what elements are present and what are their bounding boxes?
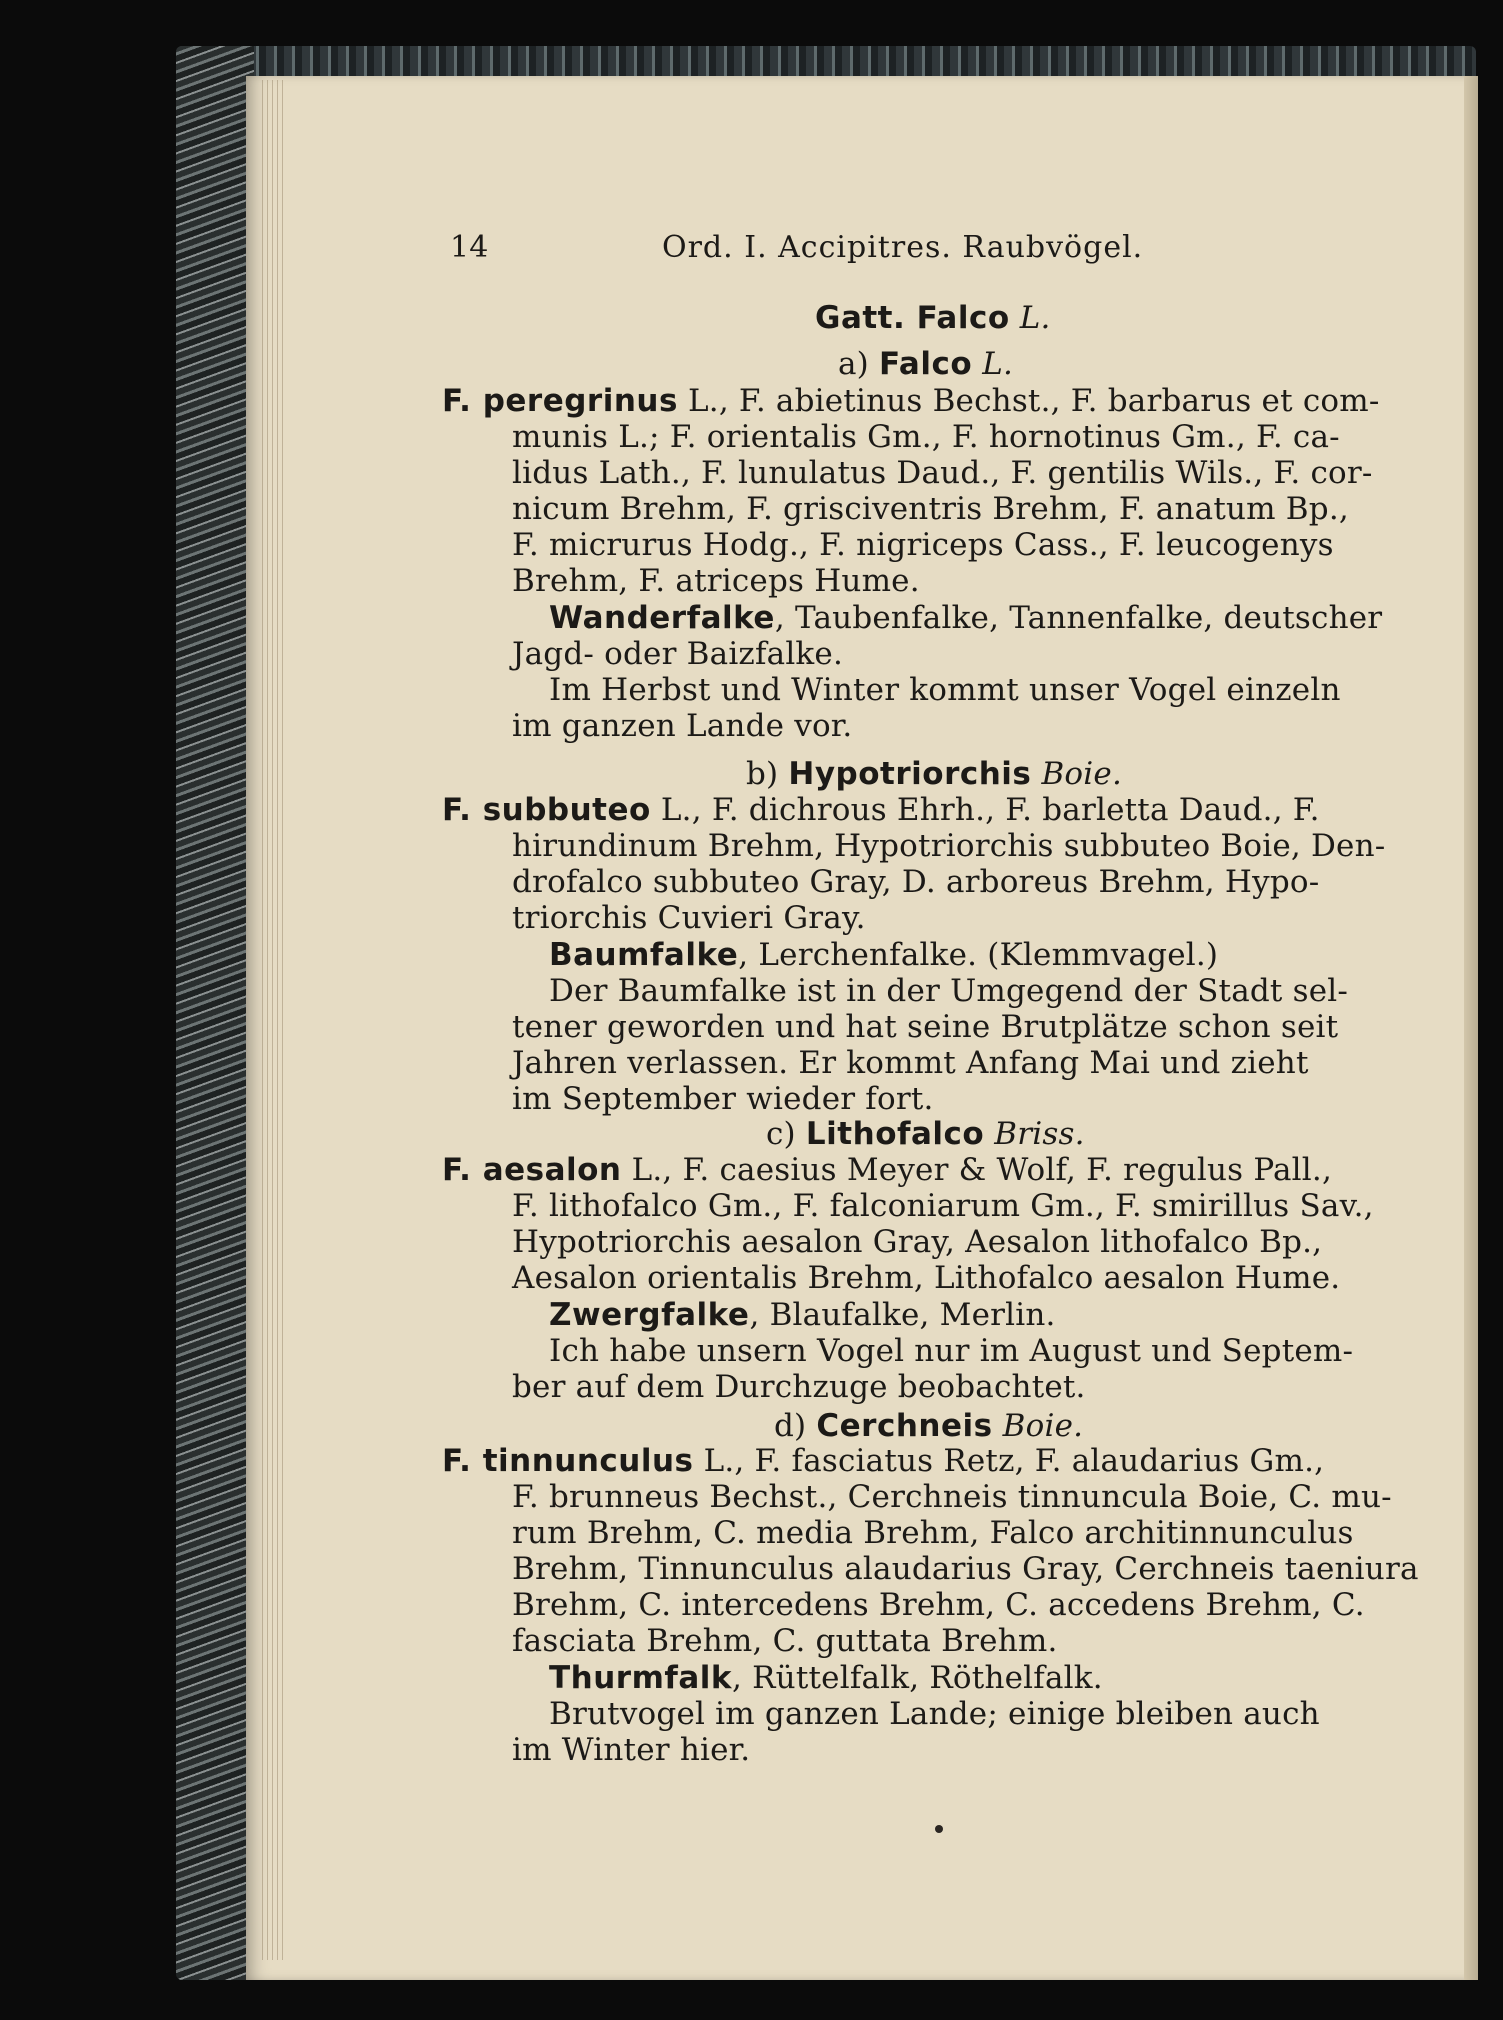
species-entry	[442, 383, 1380, 419]
section-heading	[838, 346, 1013, 382]
section-author: Boie.	[1002, 1408, 1084, 1444]
common-line: , Rüttelfalk, Röthelfalk.	[732, 1660, 1103, 1696]
synonym-line: Brehm, Tinnunculus alaudarius Gray, Cerchneis taeniura	[512, 1551, 1419, 1587]
note-line: tener geworden und hat seine Brutplätze schon seit	[512, 1009, 1339, 1045]
synonym-line: triorchis Cuvieri Gray.	[512, 900, 866, 936]
synonym-line: fasciata Brehm, C. guttata Brehm.	[512, 1623, 1058, 1659]
genus-heading	[815, 300, 1051, 336]
note-line: Brutvogel im ganzen Lande; einige bleiben auch	[549, 1696, 1320, 1732]
synonym-line: L., F. dichrous Ehrh., F. barletta Daud., F.	[660, 792, 1320, 828]
synonym-line: munis L.; F. orientalis Gm., F. hornotinus Gm., F. ca-	[512, 419, 1340, 455]
section-marker: b)	[746, 756, 779, 792]
common-name-line	[549, 1660, 1103, 1696]
section-heading	[766, 1116, 1085, 1152]
section-name: Lithofalco	[805, 1116, 985, 1152]
section-marker: a)	[838, 346, 869, 382]
species-name: F. peregrinus	[442, 383, 678, 419]
common-name: Zwergfalke	[549, 1297, 750, 1333]
section-author: L.	[982, 346, 1014, 382]
synonym-line: rum Brehm, C. media Brehm, Falco architinnunculus	[512, 1515, 1354, 1551]
species-entry	[442, 1443, 1324, 1479]
common-line: , Lerchenfalke. (Klemmvagel.)	[738, 937, 1219, 973]
species-name: F. aesalon	[442, 1152, 622, 1188]
genus-label: Gatt. Falco	[815, 300, 1010, 336]
note-line: im September wieder fort.	[512, 1081, 934, 1117]
species-name: F. tinnunculus	[442, 1443, 694, 1479]
synonym-line: Aesalon orientalis Brehm, Lithofalco aesalon Hume.	[512, 1260, 1341, 1296]
synonym-line: L., F. fasciatus Retz, F. alaudarius Gm.,	[703, 1443, 1325, 1479]
synonym-line: hirundinum Brehm, Hypotriorchis subbuteo Boie, Den-	[512, 828, 1386, 864]
synonym-line: Hypotriorchis aesalon Gray, Aesalon lithofalco Bp.,	[512, 1224, 1323, 1260]
common-line: , Taubenfalke, Tannenfalke, deutscher	[774, 600, 1383, 636]
species-name: F. subbuteo	[442, 792, 651, 828]
section-heading	[774, 1408, 1083, 1444]
synonym-line: L., F. caesius Meyer & Wolf, F. regulus Pall.,	[631, 1152, 1333, 1188]
synonym-line: Brehm, F. atriceps Hume.	[512, 563, 920, 599]
synonym-line: lidus Lath., F. lunulatus Daud., F. gentilis Wils., F. cor-	[512, 455, 1373, 491]
note-line: ber auf dem Durchzuge beobachtet.	[512, 1369, 1086, 1405]
common-name-line	[549, 1297, 1056, 1333]
synonym-line: drofalco subbuteo Gray, D. arboreus Brehm, Hypo-	[512, 864, 1320, 900]
genus-author: L.	[1019, 300, 1051, 336]
section-author: Briss.	[994, 1116, 1085, 1152]
species-entry	[442, 792, 1320, 828]
common-name: Thurmfalk	[549, 1660, 733, 1696]
note-line: Jahren verlassen. Er kommt Anfang Mai und zieht	[512, 1045, 1309, 1081]
common-name: Baumfalke	[549, 937, 739, 973]
synonym-line: F. micrurus Hodg., F. nigriceps Cass., F. leucogenys	[512, 527, 1334, 563]
synonym-line: Brehm, C. intercedens Brehm, C. accedens Brehm, C.	[512, 1587, 1365, 1623]
section-name: Hypotriorchis	[788, 756, 1032, 792]
common-line: Jagd- oder Baizfalke.	[512, 636, 844, 672]
note-line: Im Herbst und Winter kommt unser Vogel einzeln	[549, 672, 1341, 708]
synonym-line: F. lithofalco Gm., F. falconiarum Gm., F. smirillus Sav.,	[512, 1188, 1374, 1224]
note-line: im ganzen Lande vor.	[512, 708, 853, 744]
note-line: Der Baumfalke ist in der Umgegend der Stadt sel-	[549, 973, 1349, 1009]
common-name: Wanderfalke	[549, 600, 775, 636]
species-entry	[442, 1152, 1332, 1188]
ink-dot	[935, 1825, 943, 1833]
section-name: Cerchneis	[816, 1408, 993, 1444]
common-name-line	[549, 600, 1382, 636]
section-marker: c)	[766, 1116, 796, 1152]
section-marker: d)	[774, 1408, 807, 1444]
page-number: 14	[450, 230, 489, 265]
section-name: Falco	[879, 346, 973, 382]
synonym-line: L., F. abietinus Bechst., F. barbarus et com-	[687, 383, 1380, 419]
note-line: Ich habe unsern Vogel nur im August und Septem-	[549, 1333, 1354, 1369]
synonym-line: nicum Brehm, F. grisciventris Brehm, F. anatum Bp.,	[512, 491, 1349, 527]
note-line: im Winter hier.	[512, 1732, 751, 1768]
running-title: Ord. I. Accipitres. Raubvögel.	[662, 230, 1144, 265]
section-heading	[746, 756, 1122, 792]
synonym-line: F. brunneus Bechst., Cerchneis tinnuncula Boie, C. mu-	[512, 1479, 1392, 1515]
common-line: , Blaufalke, Merlin.	[749, 1297, 1056, 1333]
section-author: Boie.	[1041, 756, 1123, 792]
common-name-line	[549, 937, 1218, 973]
